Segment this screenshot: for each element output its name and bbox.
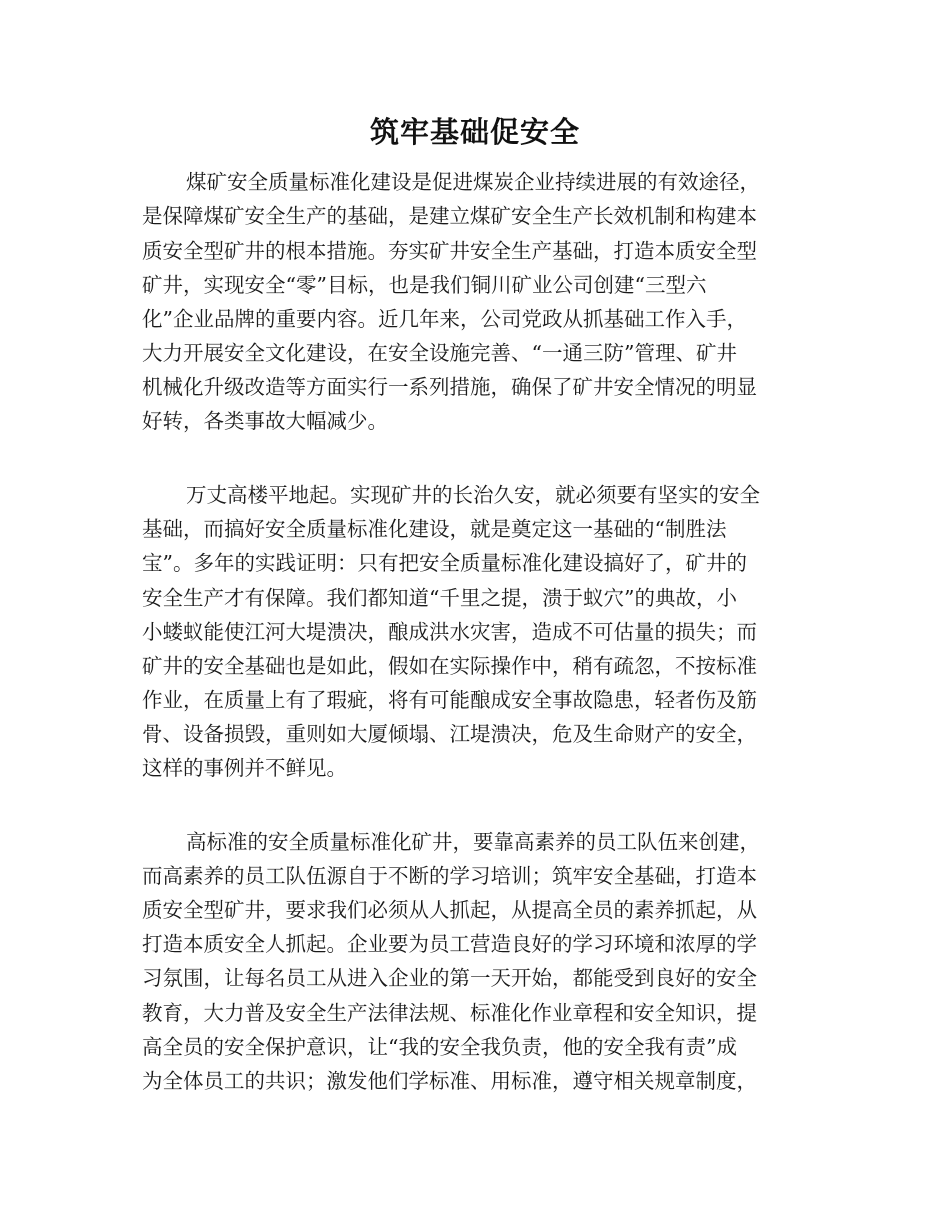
paragraph-2-line-3: 宝”。多年的实践证明：只有把安全质量标准化建设搞好了，矿井的 [142,551,747,575]
paragraph-1-line-2: 是保障煤矿安全生产的基础，是建立煤矿安全生产长效机制和构建本 [142,204,757,228]
paragraph-1-line-3: 质安全型矿井的根本措施。夯实矿井安全生产基础，打造本质安全型 [142,239,757,263]
paragraph-3-line-7: 高全员的安全保护意识，让“我的安全我负责，他的安全我有责”成 [142,1035,737,1059]
paragraph-3-line-5: 习氛围，让每名员工从进入企业的第一天开始，都能受到良好的安全 [142,966,757,990]
paragraph-3-line-8: 为全体员工的共识；激发他们学标准、用标准，遵守相关规章制度， [142,1069,757,1093]
document-title: 筑牢基础促安全 [369,115,580,149]
paragraph-1-line-1: 煤矿安全质量标准化建设是促进煤炭企业持续进展的有效途径， [186,170,760,194]
paragraph-3-line-1: 高标准的安全质量标准化矿井，要靠高素养的员工队伍来创建， [186,830,760,854]
paragraph-2-line-7: 作业，在质量上有了瑕疵，将有可能酿成安全事故隐患，轻者伤及筋 [142,688,757,712]
paragraph-2-line-2: 基础，而搞好安全质量标准化建设，就是奠定这一基础的“制胜法 [142,517,727,541]
paragraph-3-line-3: 质安全型矿井，要求我们必须从人抓起，从提高全员的素养抓起，从 [142,898,757,922]
paragraph-1-line-5: 化”企业品牌的重要内容。近几年来，公司党政从抓基础工作入手， [142,307,747,331]
paragraph-3-line-4: 打造本质安全人抓起。企业要为员工营造良好的学习环境和浓厚的学 [142,932,757,956]
paragraph-2-line-9: 这样的事例并不鲜见。 [142,756,347,780]
paragraph-1-line-8: 好转，各类事故大幅减少。 [142,409,388,433]
paragraph-3-line-2: 而高素养的员工队伍源自于不断的学习培训；筑牢安全基础，打造本 [142,864,757,888]
paragraph-1-line-7: 机械化升级改造等方面实行一系列措施，确保了矿井安全情况的明显 [142,375,757,399]
paragraph-2-line-6: 矿井的安全基础也是如此，假如在实际操作中，稍有疏忽，不按标准 [142,654,757,678]
paragraph-1-line-4: 矿井，实现安全“零”目标，也是我们铜川矿业公司创建“三型六 [142,273,707,297]
paragraph-3-line-6: 教育，大力普及安全生产法律法规、标准化作业章程和安全知识，提 [142,1001,757,1025]
paragraph-2-line-4: 安全生产才有保障。我们都知道“千里之提，溃于蚁穴”的典故，小 [142,586,737,610]
paragraph-2-line-5: 小蝼蚁能使江河大堤溃决，酿成洪水灾害，造成不可估量的损失；而 [142,620,757,644]
paragraph-2-line-8: 骨、设备损毁，重则如大厦倾塌、江堤溃决，危及生命财产的安全， [142,722,757,746]
paragraph-1-line-6: 大力开展安全文化建设，在安全设施完善、“一通三防”管理、矿井 [142,341,737,365]
paragraph-2-line-1: 万丈高楼平地起。实现矿井的长治久安，就必须要有坚实的安全 [186,483,760,507]
